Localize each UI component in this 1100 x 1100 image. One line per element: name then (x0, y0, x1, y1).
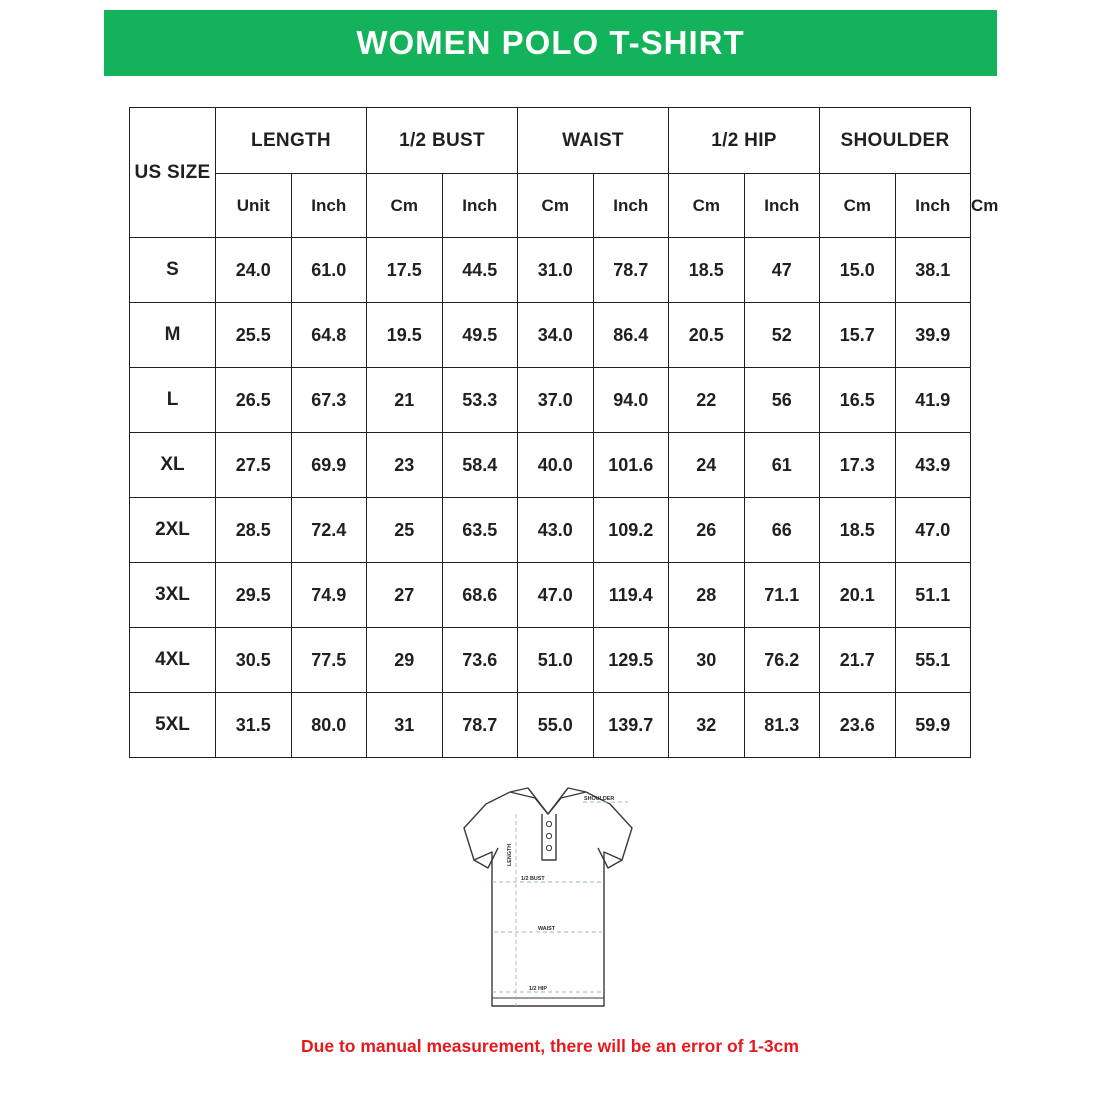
cell-hip-cm: 47 (744, 238, 820, 303)
cell-length-cm: 64.8 (291, 303, 367, 368)
cell-waist-cm: 109.2 (593, 498, 669, 563)
cell-bust-cm: 53.3 (442, 368, 518, 433)
unit-shoulder-inch: Inch (895, 174, 971, 238)
cell-length-inch: 26.5 (216, 368, 292, 433)
cell-hip-cm: 61 (744, 433, 820, 498)
cell-bust-inch: 23 (367, 433, 443, 498)
cell-hip-inch: 26 (669, 498, 745, 563)
cell-bust-inch: 25 (367, 498, 443, 563)
cell-hip-inch: 20.5 (669, 303, 745, 368)
cell-length-cm: 61.0 (291, 238, 367, 303)
cell-length-inch: 25.5 (216, 303, 292, 368)
size-table (129, 107, 999, 758)
table-row (130, 693, 971, 758)
cell-length-cm: 69.9 (291, 433, 367, 498)
label-length: LENGTH (507, 843, 513, 866)
label-waist: WAIST (538, 926, 556, 932)
cell-shoulder-cm: 47.0 (895, 498, 971, 563)
cell-shoulder-cm: 43.9 (895, 433, 971, 498)
polo-shirt-diagram (398, 768, 698, 1026)
cell-bust-inch: 29 (367, 628, 443, 693)
cell-shoulder-inch: 23.6 (820, 693, 896, 758)
cell-length-inch: 30.5 (216, 628, 292, 693)
cell-length-cm: 67.3 (291, 368, 367, 433)
cell-hip-cm: 71.1 (744, 563, 820, 628)
cell-shoulder-inch: 21.7 (820, 628, 896, 693)
cell-bust-inch: 21 (367, 368, 443, 433)
row-size: L (130, 368, 216, 433)
cell-length-inch: 24.0 (216, 238, 292, 303)
row-size: S (130, 238, 216, 303)
table-row (130, 628, 971, 693)
cell-waist-inch: 40.0 (518, 433, 594, 498)
col-header-shoulder: SHOULDER (820, 108, 971, 174)
unit-length-inch: Inch (291, 174, 367, 238)
cell-waist-inch: 34.0 (518, 303, 594, 368)
cell-hip-inch: 24 (669, 433, 745, 498)
label-half-bust: 1/2 BUST (521, 876, 545, 882)
row-size: M (130, 303, 216, 368)
col-header-half-bust: 1/2 BUST (367, 108, 518, 174)
page-title: WOMEN POLO T-SHIRT (356, 24, 745, 61)
cell-waist-cm: 94.0 (593, 368, 669, 433)
cell-bust-inch: 31 (367, 693, 443, 758)
unit-bust-inch: Inch (442, 174, 518, 238)
cell-bust-inch: 17.5 (367, 238, 443, 303)
cell-hip-inch: 30 (669, 628, 745, 693)
cell-waist-inch: 47.0 (518, 563, 594, 628)
cell-length-inch: 29.5 (216, 563, 292, 628)
unit-length-cm: Cm (367, 174, 443, 238)
cell-shoulder-cm: 39.9 (895, 303, 971, 368)
cell-hip-inch: 18.5 (669, 238, 745, 303)
size-table-container (129, 107, 999, 758)
cell-shoulder-cm: 51.1 (895, 563, 971, 628)
unit-waist-cm: Cm (669, 174, 745, 238)
col-header-length: LENGTH (216, 108, 367, 174)
cell-bust-cm: 63.5 (442, 498, 518, 563)
cell-bust-inch: 27 (367, 563, 443, 628)
unit-waist-inch: Inch (593, 174, 669, 238)
row-size: 4XL (130, 628, 216, 693)
measurement-disclaimer: Due to manual measurement, there will be an error of 1-3cm (301, 1036, 799, 1056)
cell-hip-inch: 22 (669, 368, 745, 433)
cell-shoulder-inch: 17.3 (820, 433, 896, 498)
cell-length-cm: 80.0 (291, 693, 367, 758)
cell-bust-cm: 58.4 (442, 433, 518, 498)
cell-shoulder-cm: 38.1 (895, 238, 971, 303)
cell-shoulder-inch: 15.7 (820, 303, 896, 368)
col-header-us-size: US SIZE (130, 108, 216, 238)
cell-hip-cm: 56 (744, 368, 820, 433)
cell-bust-cm: 73.6 (442, 628, 518, 693)
cell-shoulder-inch: 20.1 (820, 563, 896, 628)
cell-waist-cm: 101.6 (593, 433, 669, 498)
label-shoulder: SHOULDER (584, 796, 615, 802)
cell-waist-cm: 86.4 (593, 303, 669, 368)
cell-length-inch: 31.5 (216, 693, 292, 758)
group-header-row (130, 108, 971, 174)
cell-waist-inch: 37.0 (518, 368, 594, 433)
row-size: XL (130, 433, 216, 498)
cell-waist-cm: 78.7 (593, 238, 669, 303)
cell-shoulder-cm: 55.1 (895, 628, 971, 693)
cell-length-inch: 27.5 (216, 433, 292, 498)
unit-hip-cm: Cm (820, 174, 896, 238)
row-size: 3XL (130, 563, 216, 628)
cell-shoulder-inch: 15.0 (820, 238, 896, 303)
cell-waist-inch: 43.0 (518, 498, 594, 563)
cell-shoulder-cm: 59.9 (895, 693, 971, 758)
cell-bust-cm: 78.7 (442, 693, 518, 758)
cell-hip-cm: 81.3 (744, 693, 820, 758)
cell-length-cm: 74.9 (291, 563, 367, 628)
table-row (130, 563, 971, 628)
cell-waist-cm: 129.5 (593, 628, 669, 693)
cell-bust-cm: 49.5 (442, 303, 518, 368)
table-row (130, 498, 971, 563)
cell-hip-cm: 66 (744, 498, 820, 563)
cell-bust-inch: 19.5 (367, 303, 443, 368)
unit-header-row: Unit Inch Cm Inch Cm Inch Cm Inch Cm Inch Cm (130, 174, 971, 238)
cell-length-inch: 28.5 (216, 498, 292, 563)
unit-label: Unit (216, 174, 292, 238)
label-half-hip: 1/2 HIP (529, 986, 547, 992)
cell-length-cm: 77.5 (291, 628, 367, 693)
cell-bust-cm: 68.6 (442, 563, 518, 628)
col-header-waist: WAIST (518, 108, 669, 174)
table-row (130, 303, 971, 368)
cell-waist-inch: 55.0 (518, 693, 594, 758)
cell-length-cm: 72.4 (291, 498, 367, 563)
cell-bust-cm: 44.5 (442, 238, 518, 303)
table-row (130, 368, 971, 433)
cell-hip-inch: 32 (669, 693, 745, 758)
cell-waist-inch: 51.0 (518, 628, 594, 693)
unit-bust-cm: Cm (518, 174, 594, 238)
cell-shoulder-inch: 18.5 (820, 498, 896, 563)
cell-shoulder-cm: 41.9 (895, 368, 971, 433)
cell-hip-cm: 76.2 (744, 628, 820, 693)
table-row (130, 238, 971, 303)
cell-waist-cm: 139.7 (593, 693, 669, 758)
table-row (130, 433, 971, 498)
cell-shoulder-inch: 16.5 (820, 368, 896, 433)
row-size: 2XL (130, 498, 216, 563)
cell-waist-inch: 31.0 (518, 238, 594, 303)
cell-hip-inch: 28 (669, 563, 745, 628)
header-banner (104, 10, 997, 76)
unit-hip-inch: Inch (744, 174, 820, 238)
row-size: 5XL (130, 693, 216, 758)
cell-hip-cm: 52 (744, 303, 820, 368)
cell-waist-cm: 119.4 (593, 563, 669, 628)
col-header-half-hip: 1/2 HIP (669, 108, 820, 174)
